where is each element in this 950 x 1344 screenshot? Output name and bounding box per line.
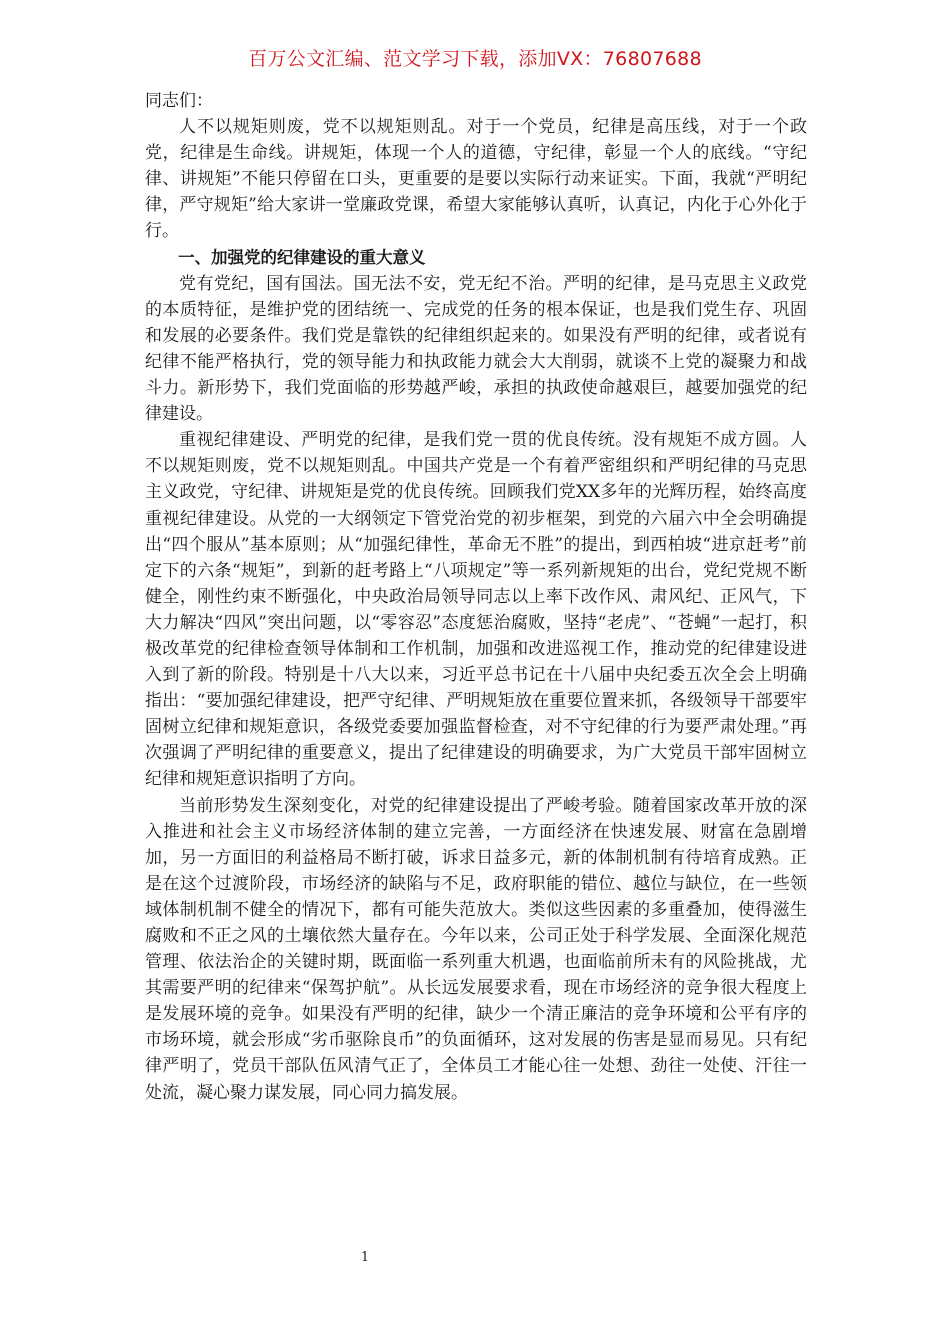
- promo-banner: 百万公文汇编、范文学习下载，添加VX：76807688: [248, 48, 702, 70]
- body-paragraph: 重视纪律建设、严明党的纪律，是我们党一贯的优良传统。没有规矩不成方圆。人不以规矩则废，党不以规矩则乱。中国共产党是一个有着严密组织和严明纪律的马克思主义政党，守纪律、讲规矩是党的优良传统。回顾我们党XX多年的光辉历程，始终高度重视纪律建设。从党的一大纲领定下管党治党的初步框架，到党的六届六中全会明确提出“四个服从”基本原则；从“加强纪律性，革命无不胜”的提出，到西柏坡“进京赶考”前定下的六条“规矩”，到新的赶考路上“八项规定”等一系列新规矩的出台，党纪党规不断健全，刚性约束不断强化，中央政治局领导同志以上率下改作风、肃风纪、正风气，下大力解决“四风”突出问题，以“零容忍”态度惩治腐败，坚持“老虎”、“苍蝇”一起打，积极改革党的纪律检查领导体制和工作机制，加强和改进巡视工作，推动党的纪律建设进入到了新的阶段。特别是十八大以来，习近平总书记在十八届中央纪委五次全会上明确指出：“要加强纪律建设，把严守纪律、严明规矩放在重要位置来抓，各级领导干部要牢固树立纪律和规矩意识，各级党委要加强监督检查，对不守纪律的行为要严肃处理。”再次强调了严明纪律的重要意义，提出了纪律建设的明确要求，为广大党员干部牢固树立纪律和规矩意识指明了方向。: [145, 430, 807, 790]
- page-number: 1: [360, 1250, 370, 1265]
- document-body: [145, 88, 807, 1106]
- intro-paragraph: 人不以规矩则废，党不以规矩则乱。对于一个党员，纪律是高压线，对于一个政党，纪律是生命线。讲规矩，体现一个人的道德，守纪律，彰显一个人的底线。“守纪律、讲规矩”不能只停留在口头，更重要的是要以实际行动来证实。下面，我就“严明纪律，严守规矩”给大家讲一堂廉政党课，希望大家能够认真听，认真记，内化于心外化于行。: [145, 117, 807, 242]
- body-paragraph: 当前形势发生深刻变化，对党的纪律建设提出了严峻考验。随着国家改革开放的深入推进和社会主义市场经济体制的建立完善，一方面经济在快速发展、财富在急剧增加，另一方面旧的利益格局不断打破，诉求日益多元，新的体制机制有待培育成熟。正是在这个过渡阶段，市场经济的缺陷与不足，政府职能的错位、越位与缺位，在一些领域体制机制不健全的情况下，都有可能失范放大。类似这些因素的多重叠加，使得滋生腐败和不正之风的土壤依然大量存在。今年以来，公司正处于科学发展、全面深化规范管理、依法治企的关键时期，既面临一系列重大机遇，也面临前所未有的风险挑战，尤其需要严明的纪律来“保驾护航”。从长远发展要求看，现在市场经济的竞争很大程度上是发展环境的竞争。如果没有严明的纪律，缺少一个清正廉洁的竞争环境和公平有序的市场环境，就会形成“劣币驱除良币”的负面循环，这对发展的伤害是显而易见。只有纪律严明了，党员干部队伍风清气正了，全体员工才能心往一处想、劲往一处使、汗往一处流，凝心聚力谋发展，同心同力搞发展。: [145, 795, 807, 1103]
- section-heading: 一、加强党的纪律建设的重大意义: [178, 247, 426, 267]
- salutation: 同志们：: [145, 91, 213, 111]
- body-paragraph: 党有党纪，国有国法。国无法不安，党无纪不治。严明的纪律，是马克思主义政党的本质特征，是维护党的团结统一、完成党的任务的根本保证，也是我们党生存、巩固和发展的必要条件。我们党是靠铁的纪律组织起来的。如果没有严明的纪律，或者说有纪律不能严格执行，党的领导能力和执政能力就会大大削弱，就谈不上党的凝聚力和战斗力。新形势下，我们党面临的形势越严峻，承担的执政使命越艰巨，越要加强党的纪律建设。: [145, 273, 807, 425]
